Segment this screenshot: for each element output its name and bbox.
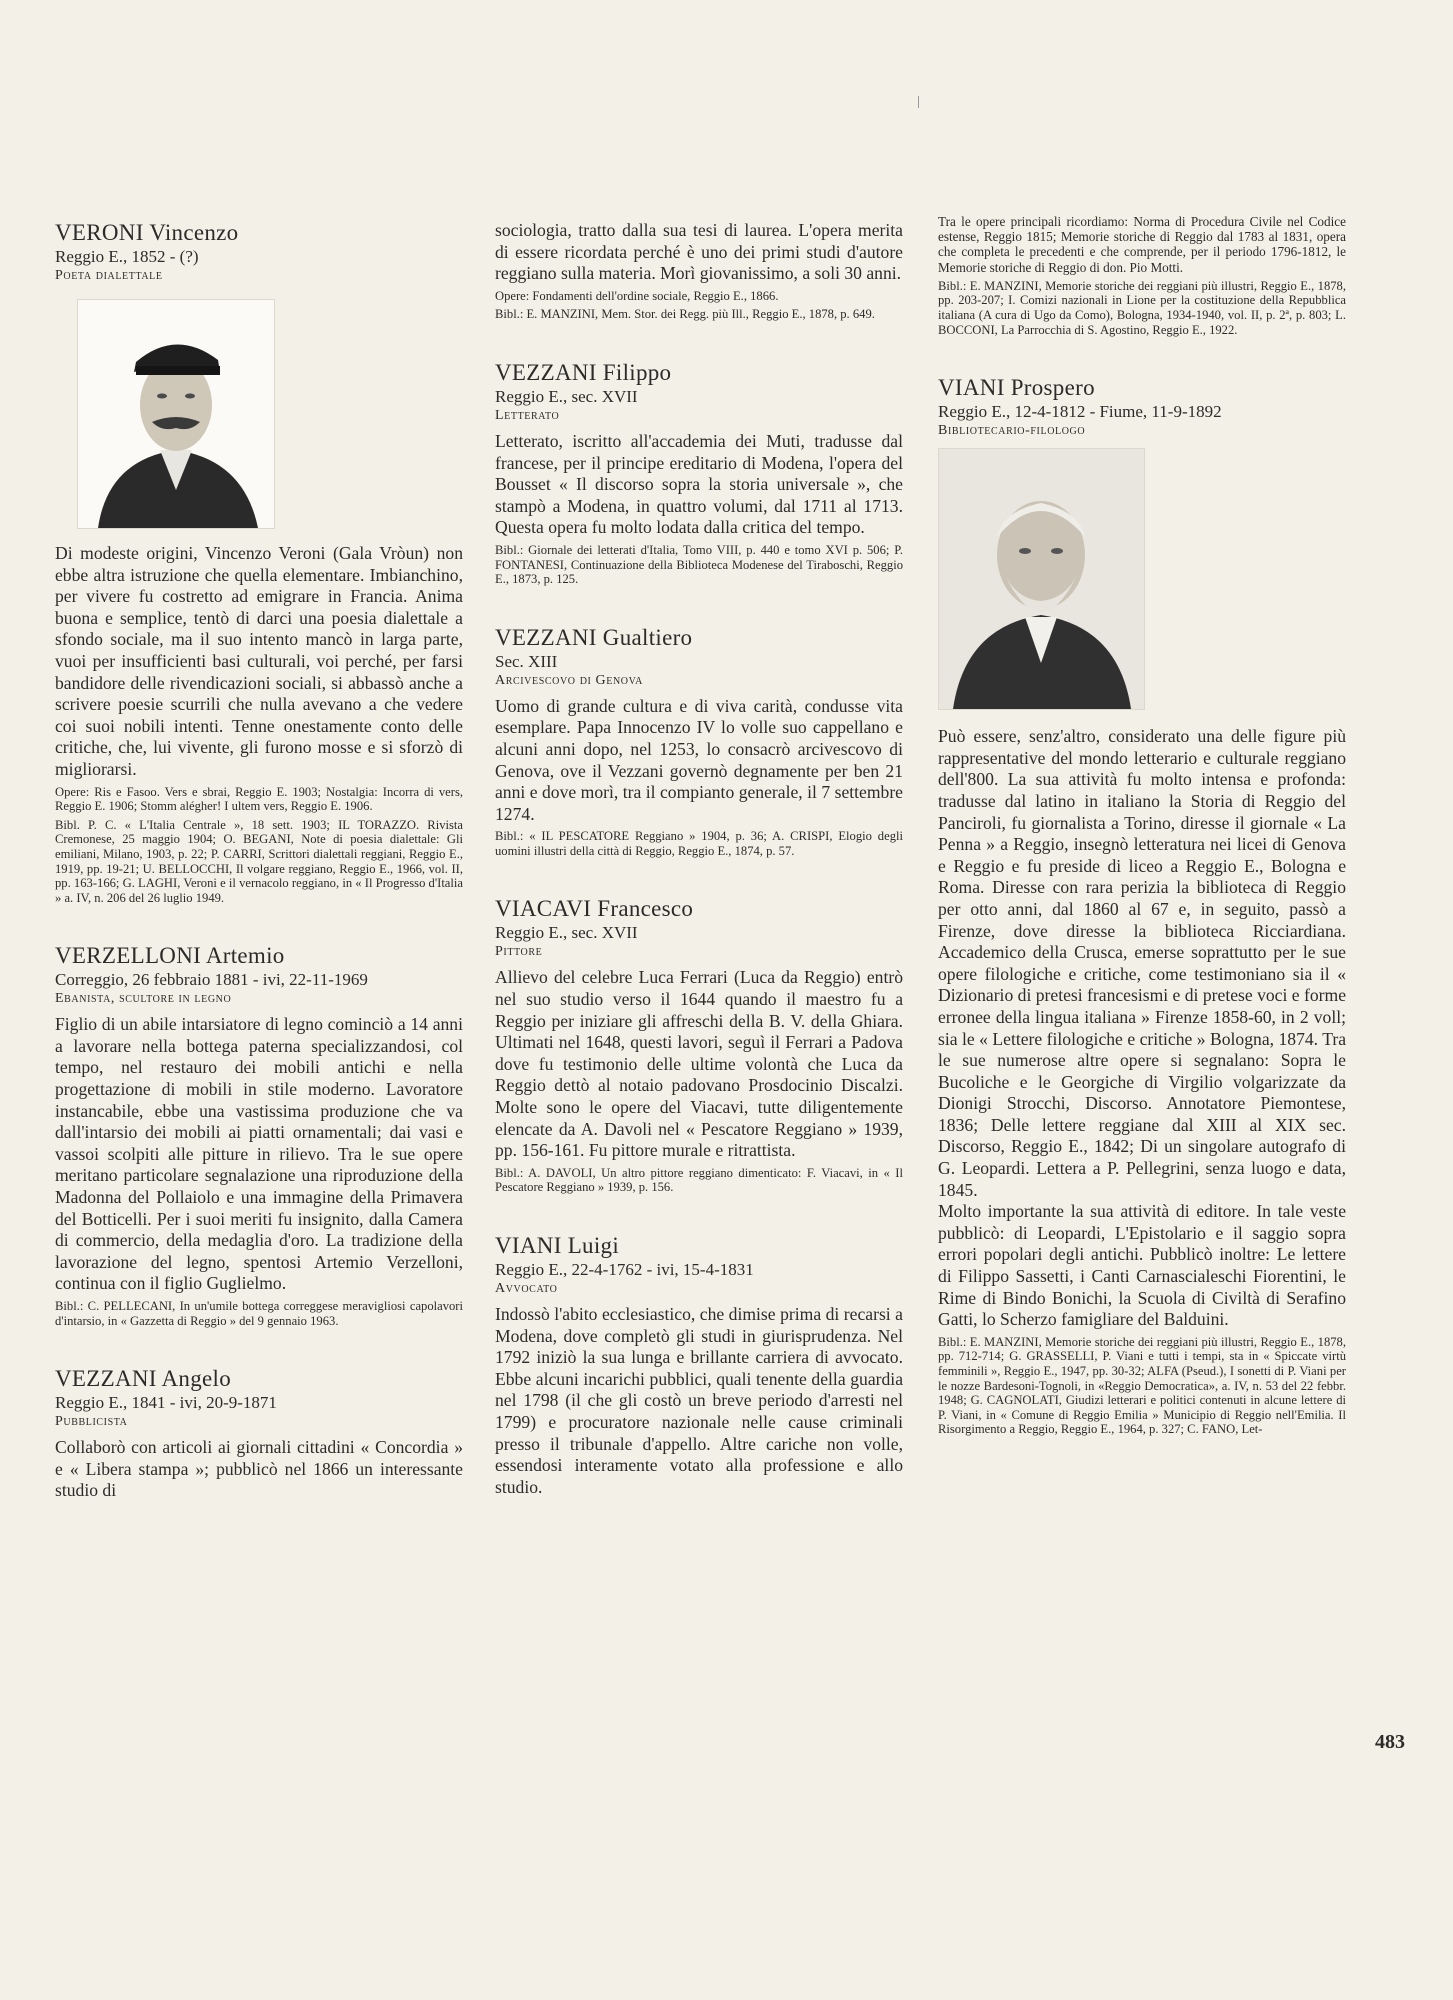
entry-body: Di modeste origini, Vincenzo Veroni (Gala Vròun) non ebbe altra istruzione che quella elementare. Imbianchino, per vivere fu costretto ad emigrare in Francia. Anima buona e semplice, tentò di darci una poesia dialettale a sfondo sociale, ma il suo intento mancò in larga parte, vuoi per insufficienti basi culturali, voi perché, per farsi bandidore delle rivendicazioni sociali, si abbassò anche a scrivere poesie scurrili che nulla avevano a che vedere coi suoi nobili intenti. Tenne onestamente conto delle critiche, che, lui vivente, gli furono mosse e si sforzò di migliorarsi. bbox=[55, 543, 463, 779]
crop-mark bbox=[918, 96, 919, 108]
column-1 bbox=[55, 220, 463, 1540]
entry-body: Letterato, iscritto all'accademia dei Muti, tradusse dal francese, per il principe ereditario di Modena, l'opera del Bousset « Il discorso sopra la storia universale », che stampò a Modena, in quattro volumi, dal 1711 al 1713. Questa opera fu molto lodata dalla critica del tempo. bbox=[495, 430, 903, 538]
entry-vezzani-angelo-continued bbox=[495, 220, 903, 322]
entry-viani-prospero bbox=[938, 375, 1346, 1437]
entry-body: Può essere, senz'altro, considerato una delle figure più rappresentative del mondo letterario e culturale reggiano dell'800. La sua attività fu molto intensa e profonda: tradusse dal latino in italiano la Storia di Reggio del Panciroli, fu giornalista a Torino, diresse il giornale « La Penna » a Reggio, insegnò letteratura nei licei di Genova e Reggio e fu preside di liceo a Reggio E., Bologna e Roma. Diresse con rara perizia la biblioteca di Reggio per otto anni, dal 1860 al 67 e, in seguito, passò a Firenze, dove diresse la biblioteca Ricciardiana. Accademico della Crusca, emerse soprattutto per le sue opere filologiche e critiche, come testimoniano sia il « Dizionario di pretesi francesismi e di pretese voci e forme erronee della lingua italiana » Firenze 1858-60, in 2 voll; sia le « Lettere filologiche e critiche » Bologna, 1874. Tra le sue numerose altre opere si segnalano: Sopra le Bucoliche e le Georgiche di Virgilio volgarizzate da Dionigi Strocchi, Discorso. Annotatore Piemontese, 1836; Delle lettere reggiane dal XIII al XIX sec. Discorso, Reggio E., 1842; Di un singolare autografo di G. Leopardi. Lettera a P. Pellegrini, senza luogo e data, 1845. bbox=[938, 726, 1346, 1200]
entry-bibliography: Bibl.: E. MANZINI, Mem. Stor. dei Regg. più Ill., Reggio E., 1878, p. 649. bbox=[495, 307, 875, 322]
entry-role: Avvocato bbox=[495, 1281, 558, 1296]
entry-body: Collaborò con articoli ai giornali cittadini « Concordia » e « Libera stampa »; pubblicò nel 1866 un interessante studio di bbox=[55, 1437, 463, 1501]
entry-vezzani-gualtiero bbox=[495, 625, 903, 859]
entry-bibliography: Bibl. P. C. « L'Italia Centrale », 18 sett. 1903; IL TORAZZO. Rivista Cremonese, 25 maggio 1904; O. BEGANI, Note di poesia dialettale: Gli emiliani, Milano, 1903, p. 22; P. CARRI, Scrittori dialettali reggiani, Reggio E., 1919, pp. 19-21; U. BELLOCCHI, Il volgare reggiano, Reggio E., 1966, vol. II, pp. 163-166; G. LAGHI, Veroni e il vernacolo reggiano, in « Il Progresso d'Italia » a. IV, n. 206 del 26 luglio 1949. bbox=[55, 817, 463, 905]
portrait-bearded-man-image bbox=[939, 449, 1144, 709]
entry-role: Ebanista, scultore in legno bbox=[55, 991, 232, 1007]
entry-dates: Reggio E., sec. XVII bbox=[495, 386, 638, 406]
entry-role: Pubblicista bbox=[55, 1414, 128, 1430]
entry-bibliography: Bibl.: E. MANZINI, Memorie storiche dei reggiani più illustri, Reggio E., 1878, pp. 712-714; G. GRASSELLI, P. Viani e tutti i tempi, sta in « Spiccate virtù femminili », Reggio E., 1947, pp. 30-32; ALFA (Pseud.), I sonetti di P. Viani per le nozze Bardesoni-Tognoli, in «Reggio Democratica», a. IV, n. 53 del 22 febbr. 1948; G. CAGNOLATI, Giudizi letterari e politici contenuti in alcune lettere di P. Viani, in « Comune di Reggio Emilia » Municipio di Reggio nell'Emilia. Il Risorgimento a Reggio, Reggio E., 1964, p. 327; C. FANO, Let- bbox=[938, 1334, 1346, 1437]
entry-body: sociologia, tratto dalla sua tesi di laurea. L'opera merita di essere ricordata perché è uno dei primi studi d'autore reggiano sulla materia. Morì giovanissimo, a soli 30 anni. bbox=[495, 220, 903, 284]
entry-dates: Reggio E., 12-4-1812 - Fiume, 11-9-1892 bbox=[938, 402, 1222, 422]
entry-role: Pittore bbox=[495, 944, 543, 960]
entry-dates: Sec. XIII bbox=[495, 651, 558, 671]
entry-dates: Reggio E., 1852 - (?) bbox=[55, 247, 199, 266]
entry-body: Indossò l'abito ecclesiastico, che dimise prima di recarsi a Modena, dove completò gli studi in giurisprudenza. Nel 1792 iniziò la sua lunga e brillante carriera di avvocato. Ebbe alcuni incarichi pubblici, quali tenente della guardia nel 1798 (il che gli costò un breve periodo d'arresti nel 1799) e procuratore nazionale nelle cause criminali presso il tribunale d'appello. Altre cariche non volle, essendosi interamente votato alla professione e allo studio. bbox=[495, 1304, 903, 1497]
entry-bibliography: Bibl.: E. MANZINI, Memorie storiche dei reggiani più illustri, Reggio E., 1878, pp. 203-207; I. Comizi nazionali in Lione per la costituzione della Repubblica italiana (A cura di Ugo da Como), Bologna, 1934-1940, vol. II, p. 2ª, p. 803; L. BOCCONI, La Parrocchia di S. Agostino, Reggio E., 1922. bbox=[938, 278, 1346, 337]
entry-bibliography: Bibl.: C. PELLECANI, In un'umile bottega correggese meravigliosi capolavori d'intarsio, in « Gazzetta di Reggio » del 9 gennaio 1963. bbox=[55, 1299, 463, 1328]
entry-body: Tra le opere principali ricordiamo: Norma di Procedura Civile nel Codice estense, Reggio 1815; Memorie storiche di Reggio dal 1783 al 1831, opera che completa le precedenti e che comprende, per il periodo 1796-1812, le Memorie storiche di Reggio di don. Pio Motti. bbox=[938, 214, 1346, 275]
entry-name: VEZZANI Angelo bbox=[55, 1366, 232, 1392]
entry-dates: Reggio E., 1841 - ivi, 20-9-1871 bbox=[55, 1393, 277, 1413]
entry-dates: Correggio, 26 febbraio 1881 - ivi, 22-11-1969 bbox=[55, 970, 368, 990]
entry-bibliography: Bibl.: Giornale dei letterati d'Italia, Tomo VIII, p. 440 e tomo XVI p. 506; P. FONTANESI, Continuazione della Biblioteca Modenese del Tiraboschi, Reggio E., 1873, p. 125. bbox=[495, 542, 903, 587]
entry-body-continued: Molto importante la sua attività di editore. In tale veste pubblicò: di Leopardi, L'Epistolario e il saggio sopra errori popolari degli antichi. Pubblicò inoltre: Le lettere di Filippo Sassetti, i Canti Carnascialeschi Fiorentini, le Rime di Bindo Bonichi, la Scuola di Civiltà di Serafino Gatti, lo Scherzo famigliare del Balduini. bbox=[938, 1201, 1346, 1330]
entry-name: VEZZANI Filippo bbox=[495, 359, 672, 385]
portrait-man-cap-image bbox=[78, 300, 274, 528]
entry-role: Arcivescovo di Genova bbox=[495, 672, 643, 688]
entry-role: Letterato bbox=[495, 407, 560, 423]
entry-works: Opere: Fondamenti dell'ordine sociale, Reggio E., 1866. bbox=[495, 288, 779, 303]
column-2 bbox=[495, 220, 903, 1536]
entry-verzelloni-artemio bbox=[55, 943, 463, 1328]
entry-name: VIANI Prospero bbox=[938, 375, 1095, 401]
entry-name: VIACAVI Francesco bbox=[495, 896, 694, 922]
entry-viani-luigi bbox=[495, 1233, 903, 1498]
entry-name: VERZELLONI Artemio bbox=[55, 943, 285, 969]
entry-body: Allievo del celebre Luca Ferrari (Luca da Reggio) entrò nel suo studio verso il 1644 quando il maestro fu a Reggio per iniziare gli affreschi della B. V. della Ghiara. Ultimati nel 1648, questi lavori, seguì il Ferrari a Padova dove fu testimonio delle ultime volontà che Luca da Reggio dettò al notaio padovano Prosdocinio Discalzi. Molte sono le opere del Viacavi, tutte diligentemente elencate da A. Davoli nel « Pescatore Reggiano » 1939, pp. 156-161. Fu pittore murale e ritrattista. bbox=[495, 967, 903, 1161]
entry-body: Figlio di un abile intarsiatore di legno cominciò a 14 anni a lavorare nella bottega paterna specializzandosi, col tempo, nel restauro dei mobili antichi e nella progettazione di mobili in stile moderno. Lavoratore instancabile, ebbe una vastissima produzione che va dall'intarsio dei mobili ai piatti ornamentali; dai vasi e vassoi scolpiti alle pitture in rilievo. Tra le sue opere meritano particolare segnalazione una riproduzione della Madonna del Pollaiolo e una immagine della Primavera del Botticelli. Per i suoi meriti fu insignito, dalla Camera di commercio, della medaglia d'oro. La tradizione della lavorazione del legno, spentosi Artemio Verzelloni, continua con il figlio Guglielmo. bbox=[55, 1014, 463, 1294]
page-number: 483 bbox=[1375, 1731, 1405, 1753]
entry-name: VERONI Vincenzo bbox=[55, 220, 239, 245]
entry-vezzani-filippo bbox=[495, 360, 903, 587]
entry-vezzani-angelo bbox=[55, 1366, 463, 1502]
entry-viani-luigi-continued bbox=[938, 214, 1346, 337]
entry-veroni-vincenzo bbox=[55, 220, 463, 905]
portrait-veroni bbox=[77, 299, 275, 529]
column-3 bbox=[938, 214, 1346, 1475]
entry-viacavi-francesco bbox=[495, 896, 903, 1195]
entry-bibliography: Bibl.: A. DAVOLI, Un altro pittore reggiano dimenticato: F. Viacavi, in « Il Pescatore Reggiano » 1939, p. 156. bbox=[495, 1165, 903, 1195]
entry-dates: Reggio E., 22-4-1762 - ivi, 15-4-1831 bbox=[495, 1260, 754, 1279]
entry-name: VEZZANI Gualtiero bbox=[495, 624, 693, 650]
entry-bibliography: Bibl.: « IL PESCATORE Reggiano » 1904, p. 36; A. CRISPI, Elogio degli uomini illustri della città di Reggio, Reggio E., 1874, p. 57. bbox=[495, 829, 903, 858]
portrait-viani-prospero bbox=[938, 448, 1145, 710]
entry-body: Uomo di grande cultura e di viva carità, condusse vita esemplare. Papa Innocenzo IV lo volle suo cappellano e alcuni anni dopo, nel 1253, lo consacrò arcivescovo di Genova, ove il Vezzani governò degnamente per ben 21 anni e dove morì, tra il compianto generale, il 7 settembre 1274. bbox=[495, 695, 903, 824]
entry-role: Bibliotecario-filologo bbox=[938, 423, 1086, 439]
entry-name: VIANI Luigi bbox=[495, 1233, 620, 1258]
entry-dates: Reggio E., sec. XVII bbox=[495, 923, 638, 943]
entry-works: Opere: Ris e Fasoo. Vers e sbrai, Reggio E. 1903; Nostalgia: Incorra di vers, Reggio E. 1906; Stomm alégher! I ultem vers, Reggio E. 1906. bbox=[55, 784, 463, 814]
entry-role: Poeta dialettale bbox=[55, 268, 163, 283]
